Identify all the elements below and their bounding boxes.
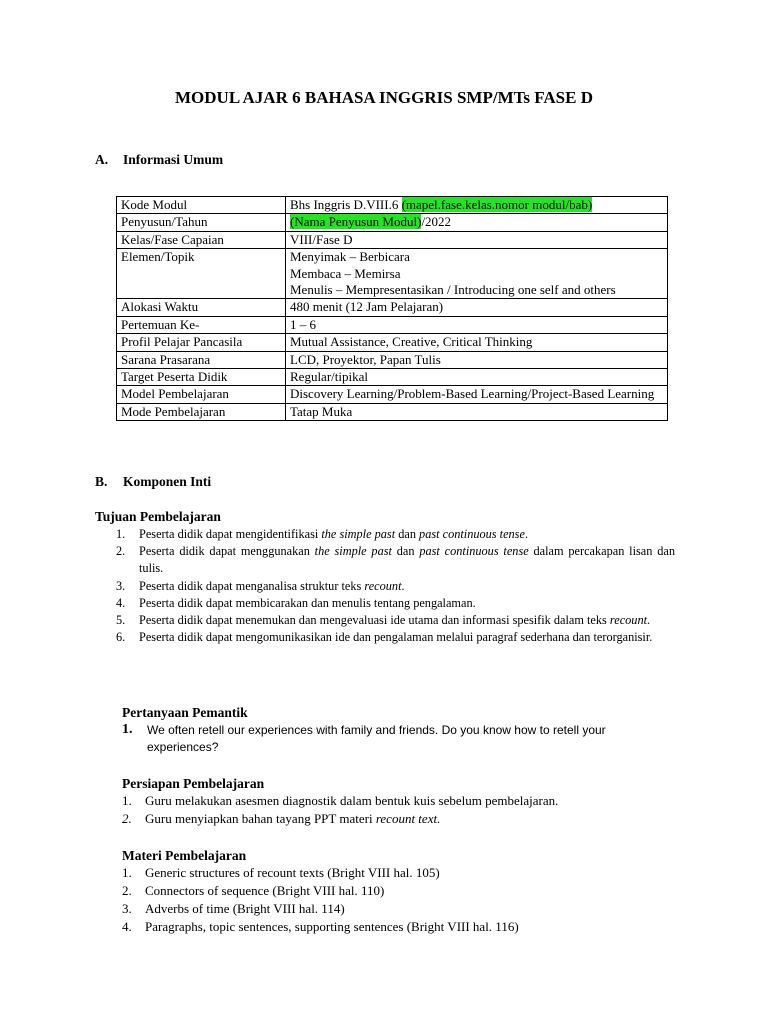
table-row	[117, 231, 668, 248]
item-number: 2.	[122, 811, 132, 826]
table-value: 480 menit (12 Jam Pelajaran)	[286, 299, 668, 316]
table-value: VIII/Fase D	[286, 231, 668, 248]
elemen-line: Menulis – Mempresentasikan / Introducing one self and others	[290, 282, 616, 298]
table-value	[286, 249, 668, 299]
item-text: Generic structures of recount texts (Bright VIII hal. 105)	[145, 865, 440, 880]
tujuan-heading: Tujuan Pembelajaran	[95, 509, 221, 524]
item-number: 3.	[122, 901, 132, 916]
item-number: 4.	[116, 595, 126, 610]
list-item	[122, 810, 558, 828]
item-italic: past continuous tense	[419, 527, 525, 541]
elemen-line: Membaca – Memirsa	[290, 265, 401, 281]
table-row	[117, 197, 668, 214]
section-a-label: Informasi Umum	[123, 152, 224, 167]
item-text: Connectors of sequence (Bright VIII hal. 110)	[145, 883, 385, 898]
item-number: 5.	[116, 613, 126, 628]
section-b-letter: B.	[95, 474, 108, 489]
item-text: Peserta didik dapat mengidentifikasi	[139, 527, 322, 541]
item-italic: recount text.	[375, 811, 441, 826]
list-item	[122, 864, 519, 882]
pertanyaan-text: We often retell our experiences with family and friends. Do you know how to retell your experiences?	[147, 723, 606, 754]
page-title: MODUL AJAR 6 BAHASA INGGRIS SMP/MTs FASE D	[175, 88, 593, 107]
table-row	[117, 403, 668, 420]
table-key: Mode Pembelajaran	[117, 403, 286, 420]
list-item	[122, 900, 519, 918]
item-text: Peserta didik dapat membicarakan dan menulis tentang pengalaman.	[139, 595, 476, 610]
kode-modul-value: Bhs Inggris D.VIII.6	[290, 197, 402, 212]
item-text: .	[524, 527, 529, 541]
item-number: 6.	[116, 630, 126, 645]
section-a-heading	[95, 151, 223, 168]
item-text: Adverbs of time (Bright VIII hal. 114)	[145, 901, 345, 916]
list-item	[116, 543, 675, 577]
table-value: Regular/tipikal	[286, 369, 668, 386]
item-text: Peserta didik dapat menggunakan	[139, 544, 315, 559]
persiapan-heading: Persiapan Pembelajaran	[122, 776, 265, 791]
table-key: Model Pembelajaran	[117, 386, 286, 403]
pertanyaan-heading: Pertanyaan Pemantik	[122, 705, 248, 720]
item-italic: recount	[364, 578, 402, 593]
materi-heading: Materi Pembelajaran	[122, 848, 247, 863]
table-value	[286, 214, 668, 231]
list-item	[116, 578, 675, 595]
section-b-heading	[95, 473, 211, 490]
list-item	[116, 595, 675, 612]
item-number: 4.	[122, 919, 132, 934]
item-text: .	[401, 578, 405, 593]
penyusun-year: /2022	[421, 214, 452, 230]
list-item	[116, 612, 675, 629]
table-value: LCD, Proyektor, Papan Tulis	[286, 351, 668, 368]
table-row	[117, 316, 668, 333]
table-value: Discovery Learning/Problem-Based Learning/Project-Based Learning	[286, 386, 668, 403]
item-italic: the simple past	[321, 527, 396, 541]
table-key: Elemen/Topik	[117, 249, 286, 299]
item-text: dan	[391, 544, 420, 559]
list-item	[122, 792, 558, 810]
item-number: 2.	[122, 883, 132, 898]
pertanyaan-number: 1.	[122, 722, 133, 737]
item-number: 1.	[122, 793, 132, 808]
highlighted-placeholder: (Nama Penyusun Modul)	[290, 214, 422, 230]
tujuan-list	[116, 526, 675, 646]
item-number: 1.	[116, 527, 126, 541]
item-number: 1.	[122, 865, 132, 880]
list-item	[122, 918, 519, 936]
table-value: Mutual Assistance, Creative, Critical Thinking	[286, 334, 668, 351]
item-italic: past continuous tense	[419, 544, 529, 559]
item-italic: recount	[609, 613, 648, 628]
table-row	[117, 386, 668, 403]
table-key: Sarana Prasarana	[117, 351, 286, 368]
item-text: Peserta didik dapat menemukan dan mengevaluasi ide utama dan informasi spesifik dalam teks	[139, 613, 610, 628]
table-key: Kelas/Fase Capaian	[117, 231, 286, 248]
table-row	[117, 214, 668, 231]
table-key: Alokasi Waktu	[117, 299, 286, 316]
list-item	[116, 526, 675, 543]
section-a-letter: A.	[95, 152, 109, 167]
table-key: Pertemuan Ke-	[117, 316, 286, 333]
list-item	[122, 882, 519, 900]
table-key: Target Peserta Didik	[117, 369, 286, 386]
table-row	[117, 249, 668, 299]
item-number: 3.	[116, 578, 126, 593]
item-text: Guru menyiapkan bahan tayang PPT materi	[145, 811, 376, 826]
table-key: Penyusun/Tahun	[117, 214, 286, 231]
item-text: dan	[395, 527, 420, 541]
materi-list	[122, 864, 519, 936]
table-key: Kode Modul	[117, 197, 286, 214]
table-value: 1 – 6	[286, 316, 668, 333]
list-item	[116, 629, 675, 646]
table-value	[286, 197, 668, 214]
table-row	[117, 369, 668, 386]
item-text: dalam percakapan lisan dan tulis.	[139, 544, 675, 576]
item-text: Peserta didik dapat menganalisa struktur teks	[139, 578, 365, 593]
table-value: Tatap Muka	[286, 403, 668, 420]
item-italic: the simple past	[314, 544, 392, 559]
table-key: Profil Pelajar Pancasila	[117, 334, 286, 351]
item-text: Peserta didik dapat mengomunikasikan ide dan pengalaman melalui paragraf sederhana dan terorganisir.	[139, 630, 653, 645]
info-table	[116, 196, 668, 421]
section-b-label: Komponen Inti	[123, 474, 212, 489]
persiapan-list	[122, 792, 558, 828]
table-row	[117, 351, 668, 368]
table-row	[117, 334, 668, 351]
highlighted-placeholder: (mapel.fase.kelas.nomor modul/bab)	[401, 197, 593, 212]
item-text: Paragraphs, topic sentences, supporting sentences (Bright VIII hal. 116)	[145, 919, 519, 934]
table-row	[117, 299, 668, 316]
elemen-line: Menyimak – Berbicara	[290, 249, 410, 265]
item-text: Guru melakukan asesmen diagnostik dalam bentuk kuis sebelum pembelajaran.	[145, 793, 559, 808]
item-text: .	[647, 613, 651, 628]
item-number: 2.	[116, 544, 126, 559]
